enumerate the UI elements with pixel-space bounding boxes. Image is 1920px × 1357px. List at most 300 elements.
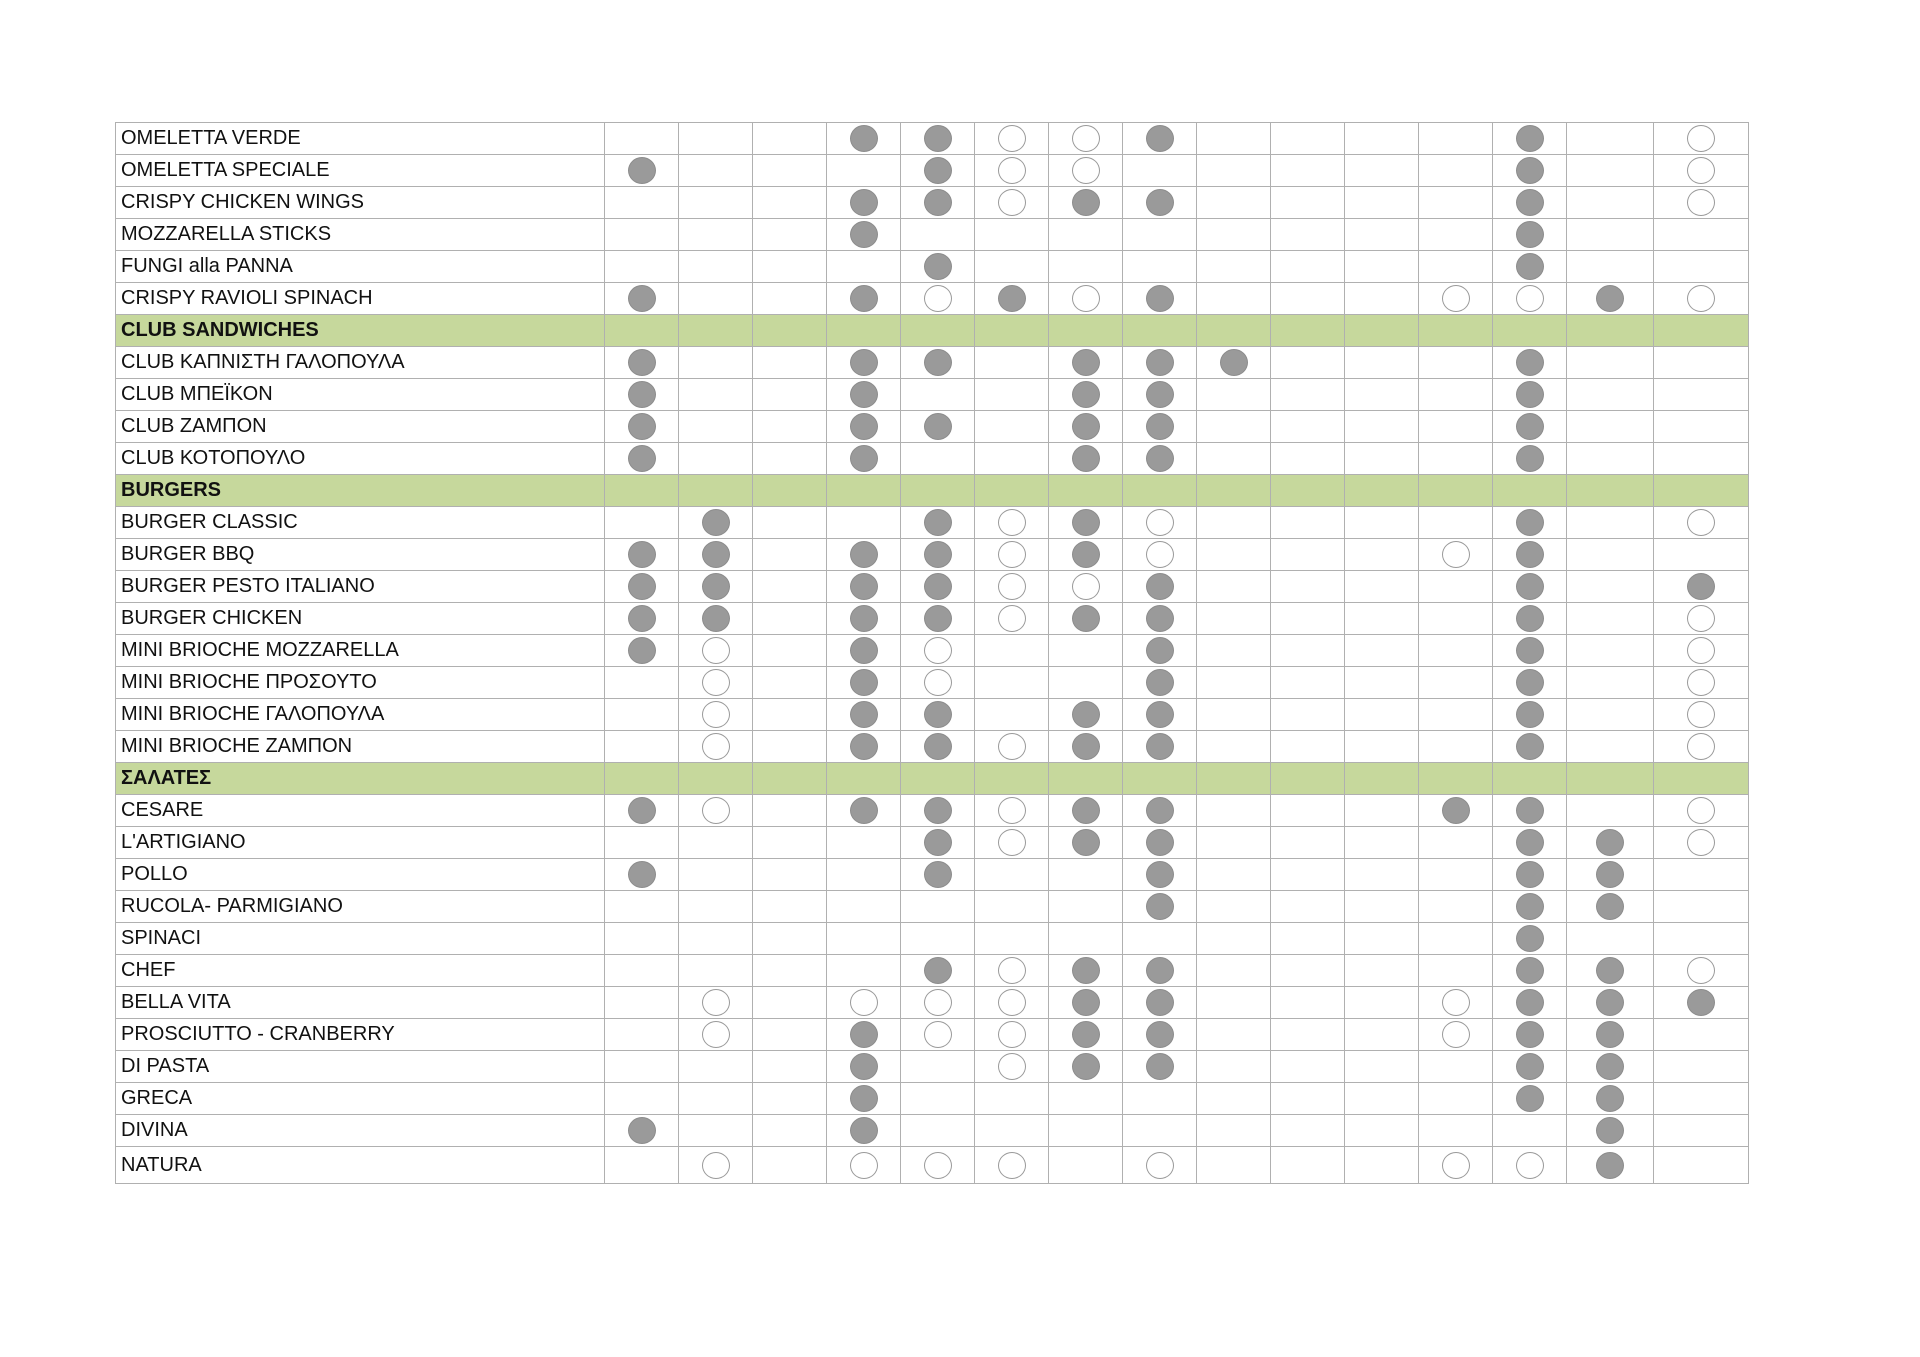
table-cell bbox=[827, 603, 901, 635]
filled-circle-icon bbox=[850, 1021, 878, 1048]
table-cell bbox=[1197, 923, 1271, 955]
empty-circle-icon bbox=[1687, 157, 1715, 184]
table-cell bbox=[901, 731, 975, 763]
table-cell bbox=[1271, 347, 1345, 379]
table-cell bbox=[679, 219, 753, 251]
filled-circle-icon bbox=[1516, 1085, 1544, 1112]
table-cell bbox=[827, 411, 901, 443]
table-cell bbox=[1654, 603, 1749, 635]
table-cell bbox=[753, 219, 827, 251]
table-cell bbox=[1345, 795, 1419, 827]
table-cell bbox=[901, 699, 975, 731]
filled-circle-icon bbox=[1146, 893, 1174, 920]
filled-circle-icon bbox=[924, 605, 952, 632]
empty-circle-icon bbox=[1442, 541, 1470, 568]
table-cell bbox=[1271, 571, 1345, 603]
table-cell bbox=[1654, 475, 1749, 507]
empty-circle-icon bbox=[998, 797, 1026, 824]
filled-circle-icon bbox=[850, 221, 878, 248]
table-cell bbox=[753, 795, 827, 827]
table-cell bbox=[1345, 315, 1419, 347]
table-cell bbox=[679, 731, 753, 763]
filled-circle-icon bbox=[924, 189, 952, 216]
table-cell bbox=[753, 1019, 827, 1051]
table-cell bbox=[605, 155, 679, 187]
table-row bbox=[116, 443, 1749, 475]
filled-circle-icon bbox=[1516, 253, 1544, 280]
table-cell bbox=[753, 187, 827, 219]
table-cell bbox=[605, 859, 679, 891]
table-cell bbox=[1123, 1051, 1197, 1083]
filled-circle-icon bbox=[850, 285, 878, 312]
table-cell bbox=[1271, 827, 1345, 859]
table-cell bbox=[1567, 123, 1654, 155]
table-cell bbox=[1345, 123, 1419, 155]
table-cell bbox=[1654, 411, 1749, 443]
table-cell bbox=[753, 667, 827, 699]
table-cell bbox=[1567, 859, 1654, 891]
table-cell bbox=[1197, 827, 1271, 859]
filled-circle-icon bbox=[1072, 733, 1100, 760]
filled-circle-icon bbox=[850, 189, 878, 216]
table-cell bbox=[1271, 251, 1345, 283]
table-cell bbox=[1049, 923, 1123, 955]
table-cell bbox=[975, 219, 1049, 251]
table-cell bbox=[827, 187, 901, 219]
table-cell bbox=[1654, 667, 1749, 699]
table-cell bbox=[1419, 859, 1493, 891]
filled-circle-icon bbox=[1146, 285, 1174, 312]
filled-circle-icon bbox=[1146, 189, 1174, 216]
table-cell bbox=[901, 859, 975, 891]
empty-circle-icon bbox=[998, 733, 1026, 760]
dish-name: SPINACI bbox=[116, 923, 605, 955]
table-cell bbox=[605, 1083, 679, 1115]
table-cell bbox=[1493, 1051, 1567, 1083]
table-cell bbox=[1123, 379, 1197, 411]
table-cell bbox=[753, 699, 827, 731]
filled-circle-icon bbox=[850, 413, 878, 440]
table-cell bbox=[1419, 443, 1493, 475]
table-cell bbox=[605, 539, 679, 571]
table-cell bbox=[827, 731, 901, 763]
table-cell bbox=[975, 507, 1049, 539]
filled-circle-icon bbox=[1072, 989, 1100, 1016]
filled-circle-icon bbox=[1072, 349, 1100, 376]
table-cell bbox=[1271, 475, 1345, 507]
table-cell bbox=[1345, 443, 1419, 475]
filled-circle-icon bbox=[850, 125, 878, 152]
table-cell bbox=[1419, 1019, 1493, 1051]
filled-circle-icon bbox=[1516, 797, 1544, 824]
table-cell bbox=[605, 443, 679, 475]
table-cell bbox=[901, 1051, 975, 1083]
dish-name: FUNGI alla PANNA bbox=[116, 251, 605, 283]
table-cell bbox=[1197, 347, 1271, 379]
table-cell bbox=[1567, 731, 1654, 763]
table-cell bbox=[1493, 1147, 1567, 1184]
table-cell bbox=[1197, 571, 1271, 603]
table-cell bbox=[1654, 571, 1749, 603]
empty-circle-icon bbox=[998, 509, 1026, 536]
empty-circle-icon bbox=[1072, 573, 1100, 600]
dish-name: MINI BRIOCHE ΠΡΟΣΟΥΤΟ bbox=[116, 667, 605, 699]
table-cell bbox=[1197, 699, 1271, 731]
table-cell bbox=[679, 1115, 753, 1147]
filled-circle-icon bbox=[628, 157, 656, 184]
table-cell bbox=[1049, 1019, 1123, 1051]
table-cell bbox=[605, 1147, 679, 1184]
table-cell bbox=[1197, 507, 1271, 539]
table-cell bbox=[605, 571, 679, 603]
table-cell bbox=[679, 539, 753, 571]
empty-circle-icon bbox=[998, 541, 1026, 568]
filled-circle-icon bbox=[1072, 701, 1100, 728]
table-cell bbox=[679, 667, 753, 699]
table-cell bbox=[827, 219, 901, 251]
table-cell bbox=[827, 1051, 901, 1083]
filled-circle-icon bbox=[1072, 957, 1100, 984]
table-cell bbox=[975, 731, 1049, 763]
table-cell bbox=[1049, 955, 1123, 987]
table-cell bbox=[1567, 1083, 1654, 1115]
table-cell bbox=[975, 827, 1049, 859]
table-cell bbox=[1419, 379, 1493, 411]
table-cell bbox=[975, 475, 1049, 507]
table-cell bbox=[1567, 635, 1654, 667]
table-cell bbox=[1197, 1147, 1271, 1184]
table-cell bbox=[1271, 667, 1345, 699]
table-cell bbox=[1567, 539, 1654, 571]
table-cell bbox=[605, 251, 679, 283]
filled-circle-icon bbox=[628, 861, 656, 888]
table-cell bbox=[1123, 795, 1197, 827]
table-cell bbox=[1654, 891, 1749, 923]
table-cell bbox=[1345, 187, 1419, 219]
table-cell bbox=[1419, 571, 1493, 603]
table-cell bbox=[1654, 443, 1749, 475]
table-cell bbox=[1493, 475, 1567, 507]
table-cell bbox=[1493, 603, 1567, 635]
table-cell bbox=[1271, 539, 1345, 571]
filled-circle-icon bbox=[628, 445, 656, 472]
filled-circle-icon bbox=[1516, 605, 1544, 632]
filled-circle-icon bbox=[1516, 957, 1544, 984]
filled-circle-icon bbox=[1596, 1053, 1624, 1080]
filled-circle-icon bbox=[850, 381, 878, 408]
dish-name: CLUB ΜΠΕΪΚΟΝ bbox=[116, 379, 605, 411]
table-cell bbox=[1419, 827, 1493, 859]
table-cell bbox=[975, 1051, 1049, 1083]
empty-circle-icon bbox=[998, 989, 1026, 1016]
table-cell bbox=[1271, 443, 1345, 475]
section-title: BURGERS bbox=[116, 475, 605, 507]
table-cell bbox=[1271, 1115, 1345, 1147]
filled-circle-icon bbox=[1146, 1053, 1174, 1080]
table-cell bbox=[1271, 891, 1345, 923]
filled-circle-icon bbox=[1596, 861, 1624, 888]
table-cell bbox=[975, 347, 1049, 379]
table-cell bbox=[827, 859, 901, 891]
dish-name: CHEF bbox=[116, 955, 605, 987]
filled-circle-icon bbox=[1516, 861, 1544, 888]
table-cell bbox=[827, 987, 901, 1019]
filled-circle-icon bbox=[1146, 573, 1174, 600]
table-cell bbox=[679, 347, 753, 379]
filled-circle-icon bbox=[924, 957, 952, 984]
empty-circle-icon bbox=[924, 637, 952, 664]
table-cell bbox=[1654, 955, 1749, 987]
empty-circle-icon bbox=[1687, 509, 1715, 536]
table-cell bbox=[901, 795, 975, 827]
table-cell bbox=[1419, 187, 1493, 219]
table-cell bbox=[753, 475, 827, 507]
table-row bbox=[116, 667, 1749, 699]
table-cell bbox=[1049, 1115, 1123, 1147]
filled-circle-icon bbox=[1516, 829, 1544, 856]
empty-circle-icon bbox=[1687, 125, 1715, 152]
table-cell bbox=[679, 475, 753, 507]
table-cell bbox=[1345, 1083, 1419, 1115]
table-cell bbox=[975, 667, 1049, 699]
filled-circle-icon bbox=[1072, 189, 1100, 216]
table-cell bbox=[1567, 955, 1654, 987]
dish-name: PROSCIUTTO - CRANBERRY bbox=[116, 1019, 605, 1051]
table-cell bbox=[1049, 507, 1123, 539]
table-cell bbox=[901, 763, 975, 795]
table-cell bbox=[679, 315, 753, 347]
table-cell bbox=[1123, 1115, 1197, 1147]
table-cell bbox=[1567, 251, 1654, 283]
table-cell bbox=[1197, 795, 1271, 827]
table-cell bbox=[753, 507, 827, 539]
table-cell bbox=[901, 827, 975, 859]
table-cell bbox=[901, 955, 975, 987]
filled-circle-icon bbox=[1072, 605, 1100, 632]
table-cell bbox=[1654, 1019, 1749, 1051]
filled-circle-icon bbox=[850, 733, 878, 760]
filled-circle-icon bbox=[1146, 861, 1174, 888]
table-cell bbox=[1271, 187, 1345, 219]
empty-circle-icon bbox=[1516, 1152, 1544, 1179]
table-cell bbox=[1197, 219, 1271, 251]
table-cell bbox=[1419, 347, 1493, 379]
table-cell bbox=[1123, 731, 1197, 763]
filled-circle-icon bbox=[1516, 349, 1544, 376]
filled-circle-icon bbox=[1146, 797, 1174, 824]
table-cell bbox=[1049, 443, 1123, 475]
empty-circle-icon bbox=[998, 125, 1026, 152]
empty-circle-icon bbox=[998, 1053, 1026, 1080]
table-cell bbox=[1654, 187, 1749, 219]
table-row bbox=[116, 571, 1749, 603]
table-cell bbox=[1049, 635, 1123, 667]
table-cell bbox=[1567, 219, 1654, 251]
table-cell bbox=[1493, 155, 1567, 187]
empty-circle-icon bbox=[998, 1021, 1026, 1048]
table-row bbox=[116, 891, 1749, 923]
filled-circle-icon bbox=[1687, 573, 1715, 600]
table-cell bbox=[753, 859, 827, 891]
table-cell bbox=[1493, 443, 1567, 475]
table-cell bbox=[975, 443, 1049, 475]
empty-circle-icon bbox=[1687, 701, 1715, 728]
table-cell bbox=[1493, 1019, 1567, 1051]
empty-circle-icon bbox=[1072, 157, 1100, 184]
dish-name: OMELETTA SPECIALE bbox=[116, 155, 605, 187]
table-cell bbox=[975, 379, 1049, 411]
dish-name: RUCOLA- PARMIGIANO bbox=[116, 891, 605, 923]
empty-circle-icon bbox=[702, 733, 730, 760]
table-cell bbox=[1345, 1115, 1419, 1147]
table-cell bbox=[753, 123, 827, 155]
dish-name: CRISPY RAVIOLI SPINACH bbox=[116, 283, 605, 315]
table-cell bbox=[1345, 923, 1419, 955]
table-cell bbox=[827, 1019, 901, 1051]
filled-circle-icon bbox=[850, 1053, 878, 1080]
table-cell bbox=[827, 827, 901, 859]
filled-circle-icon bbox=[1516, 413, 1544, 440]
empty-circle-icon bbox=[702, 669, 730, 696]
table-cell bbox=[1271, 603, 1345, 635]
empty-circle-icon bbox=[1146, 1152, 1174, 1179]
filled-circle-icon bbox=[850, 349, 878, 376]
empty-circle-icon bbox=[998, 189, 1026, 216]
table-cell bbox=[1271, 1147, 1345, 1184]
table-row bbox=[116, 923, 1749, 955]
table-cell bbox=[1345, 219, 1419, 251]
table-cell bbox=[1197, 667, 1271, 699]
table-cell bbox=[901, 219, 975, 251]
empty-circle-icon bbox=[998, 1152, 1026, 1179]
table-cell bbox=[1493, 123, 1567, 155]
table-cell bbox=[1049, 251, 1123, 283]
table-row bbox=[116, 635, 1749, 667]
table-cell bbox=[1271, 731, 1345, 763]
table-cell bbox=[1123, 315, 1197, 347]
table-cell bbox=[753, 603, 827, 635]
table-cell bbox=[1567, 283, 1654, 315]
table-cell bbox=[1123, 699, 1197, 731]
table-cell bbox=[1567, 411, 1654, 443]
table-cell bbox=[679, 603, 753, 635]
table-cell bbox=[1049, 891, 1123, 923]
table-cell bbox=[753, 635, 827, 667]
table-cell bbox=[1567, 1115, 1654, 1147]
table-cell bbox=[827, 1147, 901, 1184]
table-cell bbox=[1419, 955, 1493, 987]
table-row bbox=[116, 827, 1749, 859]
filled-circle-icon bbox=[924, 413, 952, 440]
table-cell bbox=[827, 251, 901, 283]
table-cell bbox=[901, 507, 975, 539]
table-cell bbox=[901, 891, 975, 923]
dish-name: DI PASTA bbox=[116, 1051, 605, 1083]
filled-circle-icon bbox=[850, 797, 878, 824]
dish-name: BURGER PESTO ITALIANO bbox=[116, 571, 605, 603]
table-cell bbox=[827, 891, 901, 923]
filled-circle-icon bbox=[850, 701, 878, 728]
table-cell bbox=[827, 1083, 901, 1115]
table-cell bbox=[827, 347, 901, 379]
table-cell bbox=[753, 283, 827, 315]
table-cell bbox=[1049, 571, 1123, 603]
table-cell bbox=[1493, 1083, 1567, 1115]
table-cell bbox=[827, 539, 901, 571]
table-cell bbox=[975, 539, 1049, 571]
empty-circle-icon bbox=[924, 1021, 952, 1048]
table-cell bbox=[827, 283, 901, 315]
table-cell bbox=[901, 1147, 975, 1184]
filled-circle-icon bbox=[1146, 701, 1174, 728]
table-row bbox=[116, 1115, 1749, 1147]
table-cell bbox=[753, 1051, 827, 1083]
table-cell bbox=[1049, 187, 1123, 219]
table-cell bbox=[1123, 891, 1197, 923]
filled-circle-icon bbox=[702, 573, 730, 600]
table-cell bbox=[1654, 1115, 1749, 1147]
filled-circle-icon bbox=[1146, 349, 1174, 376]
table-cell bbox=[1654, 283, 1749, 315]
table-cell bbox=[1049, 699, 1123, 731]
table-cell bbox=[1493, 955, 1567, 987]
table-cell bbox=[1345, 1019, 1419, 1051]
table-cell bbox=[1271, 635, 1345, 667]
table-cell bbox=[1493, 219, 1567, 251]
table-cell bbox=[1049, 763, 1123, 795]
table-cell bbox=[679, 155, 753, 187]
table-cell bbox=[1271, 699, 1345, 731]
table-cell bbox=[1567, 379, 1654, 411]
table-cell bbox=[753, 1147, 827, 1184]
empty-circle-icon bbox=[924, 669, 952, 696]
table-cell bbox=[679, 123, 753, 155]
table-cell bbox=[1345, 731, 1419, 763]
table-cell bbox=[975, 987, 1049, 1019]
filled-circle-icon bbox=[924, 509, 952, 536]
filled-circle-icon bbox=[1596, 1152, 1624, 1179]
table-cell bbox=[605, 283, 679, 315]
table-cell bbox=[1567, 315, 1654, 347]
filled-circle-icon bbox=[1516, 1021, 1544, 1048]
table-cell bbox=[1567, 987, 1654, 1019]
dish-name: GRECA bbox=[116, 1083, 605, 1115]
table-cell bbox=[679, 763, 753, 795]
filled-circle-icon bbox=[1596, 989, 1624, 1016]
filled-circle-icon bbox=[1596, 1021, 1624, 1048]
table-cell bbox=[1345, 827, 1419, 859]
empty-circle-icon bbox=[1687, 797, 1715, 824]
table-cell bbox=[1123, 859, 1197, 891]
table-cell bbox=[605, 987, 679, 1019]
table-cell bbox=[975, 1115, 1049, 1147]
table-cell bbox=[1123, 987, 1197, 1019]
table-cell bbox=[605, 827, 679, 859]
filled-circle-icon bbox=[1596, 1117, 1624, 1144]
table-cell bbox=[1197, 859, 1271, 891]
table-cell bbox=[901, 539, 975, 571]
table-cell bbox=[753, 251, 827, 283]
table-cell bbox=[1271, 1051, 1345, 1083]
table-cell bbox=[753, 763, 827, 795]
table-cell bbox=[1654, 347, 1749, 379]
table-cell bbox=[1419, 507, 1493, 539]
dish-name: OMELETTA VERDE bbox=[116, 123, 605, 155]
filled-circle-icon bbox=[924, 541, 952, 568]
table-cell bbox=[1197, 251, 1271, 283]
table-cell bbox=[1567, 603, 1654, 635]
empty-circle-icon bbox=[1442, 1021, 1470, 1048]
